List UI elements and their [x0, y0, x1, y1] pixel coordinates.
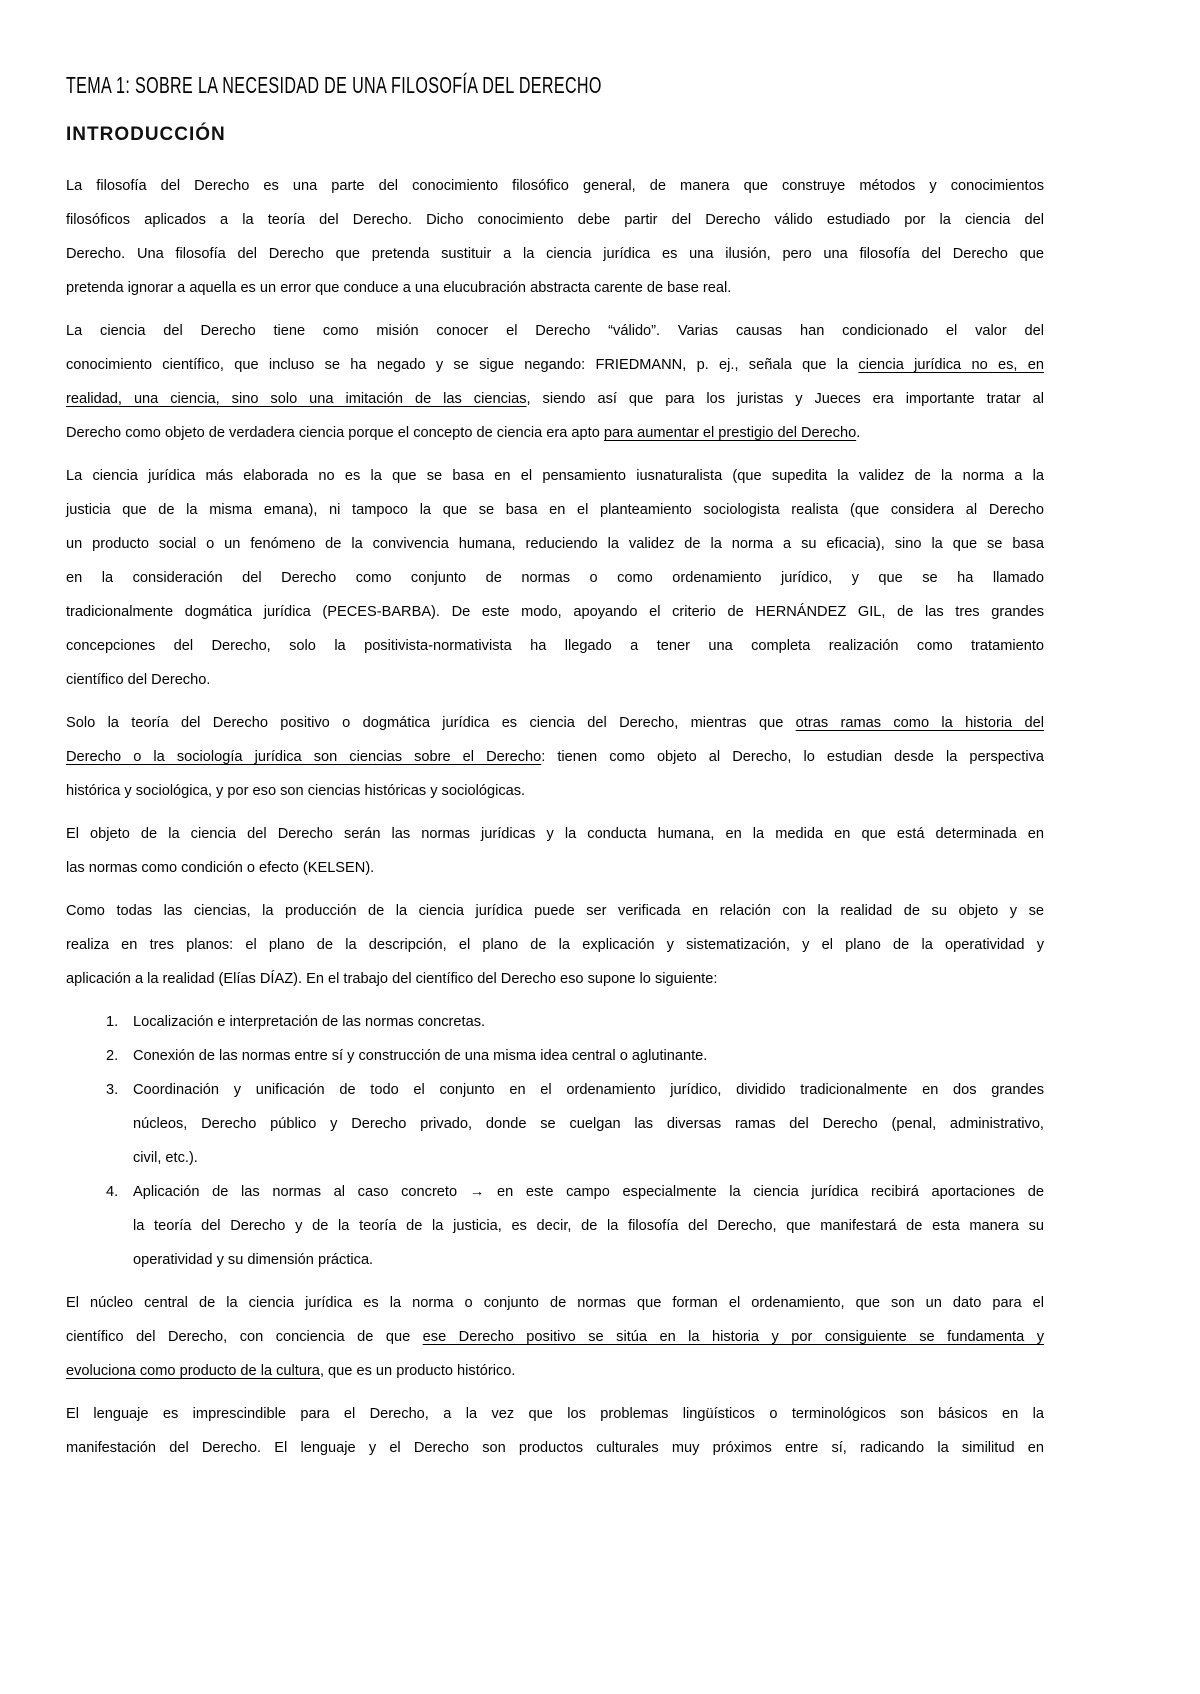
text-segment: científico del Derecho, con conciencia de que [66, 1329, 423, 1345]
text-segment: Derecho. Una filosofía del Derecho que pretenda sustituir a la ciencia jurídica es una ilusión, pero una filosofía del Derecho que [66, 246, 1044, 262]
text-line [133, 1209, 1044, 1243]
paragraph [66, 1286, 1044, 1388]
text-line [66, 169, 1044, 203]
text-line [66, 271, 1044, 305]
text-line [66, 817, 1044, 851]
list-item [66, 1073, 1044, 1175]
text-segment: El lenguaje es imprescindible para el Derecho, a la vez que los problemas lingüísticos o terminológicos son básicos en la [66, 1406, 1044, 1422]
document-title [66, 68, 1044, 102]
text-line [66, 928, 1044, 962]
text-segment: Como todas las ciencias, la producción de la ciencia jurídica puede ser verificada en relación con la realidad de su objeto y se [66, 903, 1044, 919]
text-line [66, 851, 1044, 885]
text-line [66, 706, 1044, 740]
text-segment: Aplicación de las normas al caso concreto → en este campo especialmente la ciencia jurídica recibirá aportaciones de [133, 1184, 1044, 1200]
list-item [66, 1175, 1044, 1277]
text-line [66, 1397, 1044, 1431]
document-page [66, 0, 1044, 1465]
underlined-text: evoluciona como producto de la cultura [66, 1363, 320, 1379]
text-segment: operatividad y su dimensión práctica. [133, 1252, 374, 1268]
text-line [66, 1431, 1044, 1465]
text-segment: , que es un producto histórico. [319, 1363, 516, 1379]
text-line [66, 314, 1044, 348]
text-line [133, 1243, 1044, 1277]
text-segment: Solo la teoría del Derecho positivo o dogmática jurídica es ciencia del Derecho, mientras que [66, 715, 796, 731]
text-segment: aplicación a la realidad (Elías DÍAZ). En el trabajo del científico del Derecho eso supone lo siguiente: [66, 971, 718, 987]
document-title-text: TEMA 1: SOBRE LA NECESIDAD DE UNA FILOSOFÍA DEL DERECHO [66, 72, 602, 98]
text-segment: La ciencia del Derecho tiene como misión conocer el Derecho “válido”. Varias causas han condicionado el valor del [66, 323, 1044, 339]
document-body [66, 169, 1044, 1465]
text-line [66, 894, 1044, 928]
text-line [66, 348, 1044, 382]
paragraph [66, 894, 1044, 996]
text-segment: histórica y sociológica, y por eso son ciencias históricas y sociológicas. [66, 783, 526, 799]
underlined-text: realidad, una ciencia, sino solo una imitación de las ciencias [66, 391, 527, 407]
text-line [66, 962, 1044, 996]
text-line [66, 595, 1044, 629]
text-segment: la teoría del Derecho y de la teoría de la justicia, es decir, de la filosofía del Derecho, que manifestará de esta manera su [133, 1218, 1044, 1234]
text-line [133, 1175, 1044, 1209]
text-segment: manifestación del Derecho. El lenguaje y el Derecho son productos culturales muy próximos entre sí, radicando la similitud en [66, 1440, 1044, 1456]
text-segment: Derecho como objeto de verdadera ciencia porque el concepto de ciencia era apto [66, 425, 604, 441]
text-segment: La filosofía del Derecho es una parte del conocimiento filosófico general, de manera que construye métodos y conocimientos [66, 178, 1044, 194]
underlined-text: otras ramas como la historia del [795, 715, 1045, 731]
text-line [66, 416, 1044, 450]
text-segment: tradicionalmente dogmática jurídica (PECES-BARBA). De este modo, apoyando el criterio de HERNÁNDEZ GIL, de las tres grandes [66, 604, 1044, 620]
text-line [133, 1107, 1044, 1141]
underlined-text: para aumentar el prestigio del Derecho [603, 425, 857, 441]
text-segment: El núcleo central de la ciencia jurídica es la norma o conjunto de normas que forman el ordenamiento, que son un dato para el [66, 1295, 1044, 1311]
underlined-text: ciencia jurídica no es, en [858, 357, 1044, 373]
text-line [66, 1354, 1044, 1388]
text-segment: Coordinación y unificación de todo el conjunto en el ordenamiento jurídico, dividido tradicionalmente en dos grandes [133, 1082, 1044, 1098]
text-line [66, 1286, 1044, 1320]
text-line [66, 493, 1044, 527]
text-segment: : tienen como objeto al Derecho, lo estudian desde la perspectiva [541, 749, 1045, 765]
text-segment: núcleos, Derecho público y Derecho privado, donde se cuelgan las diversas ramas del Derecho (penal, administrativo, [133, 1116, 1044, 1132]
text-segment: filosóficos aplicados a la teoría del Derecho. Dicho conocimiento debe partir del Derecho válido estudiado por la ciencia del [66, 212, 1044, 228]
paragraph [66, 1397, 1044, 1465]
text-line [66, 527, 1044, 561]
text-segment: realiza en tres planos: el plano de la descripción, el plano de la explicación y sistematización, y el plano de la operatividad y [66, 937, 1044, 953]
text-segment: un producto social o un fenómeno de la convivencia humana, reduciendo la validez de la norma a su eficacia), sino la que se basa [66, 536, 1044, 552]
text-segment: científico del Derecho. [66, 672, 211, 688]
paragraph [66, 817, 1044, 885]
numbered-list [66, 1005, 1044, 1277]
text-line [133, 1005, 1044, 1039]
text-line [66, 740, 1044, 774]
list-item-number: 2. [106, 1048, 119, 1064]
text-line [66, 203, 1044, 237]
paragraph [66, 169, 1044, 305]
text-segment: , siendo así que para los juristas y Jueces era importante tratar al [526, 391, 1044, 407]
text-segment: en la consideración del Derecho como conjunto de normas o como ordenamiento jurídico, y que se ha llamado [66, 570, 1044, 586]
paragraph [66, 314, 1044, 450]
text-segment: Localización e interpretación de las normas concretas. [133, 1014, 486, 1030]
list-item-number: 1. [106, 1014, 119, 1030]
text-line [66, 1320, 1044, 1354]
text-segment: . [856, 425, 861, 441]
paragraph [66, 706, 1044, 808]
list-item-number: 4. [106, 1184, 119, 1200]
paragraph [66, 459, 1044, 697]
text-line [66, 629, 1044, 663]
text-segment: conocimiento científico, que incluso se ha negado y se sigue negando: FRIEDMANN, p. ej., señala que la [66, 357, 859, 373]
text-line [66, 382, 1044, 416]
underlined-text: Derecho o la sociología jurídica son ciencias sobre el Derecho [66, 749, 542, 765]
text-segment: El objeto de la ciencia del Derecho serán las normas jurídicas y la conducta humana, en la medida en que está determinada en [66, 826, 1044, 842]
text-segment: concepciones del Derecho, solo la positivista-normativista ha llegado a tener una completa realización como tratamiento [66, 638, 1044, 654]
list-item [66, 1039, 1044, 1073]
text-segment: La ciencia jurídica más elaborada no es la que se basa en el pensamiento iusnaturalista (que supedita la validez de la norma a la [66, 468, 1044, 484]
text-segment: pretenda ignorar a aquella es un error que conduce a una elucubración abstracta carente de base real. [66, 280, 732, 296]
text-line [133, 1039, 1044, 1073]
section-heading: INTRODUCCIÓN [66, 124, 226, 145]
underlined-text: ese Derecho positivo se sitúa en la historia y por consiguiente se fundamenta y [422, 1329, 1045, 1345]
text-line [66, 237, 1044, 271]
text-segment: Conexión de las normas entre sí y construcción de una misma idea central o aglutinante. [133, 1048, 708, 1064]
text-segment: justicia que de la misma emana), ni tampoco la que se basa en el planteamiento sociologista realista (que considera al Derecho [66, 502, 1044, 518]
text-segment: civil, etc.). [133, 1150, 198, 1166]
text-line [133, 1141, 1044, 1175]
list-item [66, 1005, 1044, 1039]
text-line [66, 561, 1044, 595]
list-item-number: 3. [106, 1082, 119, 1098]
text-line [66, 663, 1044, 697]
text-line [133, 1073, 1044, 1107]
text-segment: las normas como condición o efecto (KELSEN). [66, 860, 375, 876]
text-line [66, 774, 1044, 808]
text-line [66, 459, 1044, 493]
